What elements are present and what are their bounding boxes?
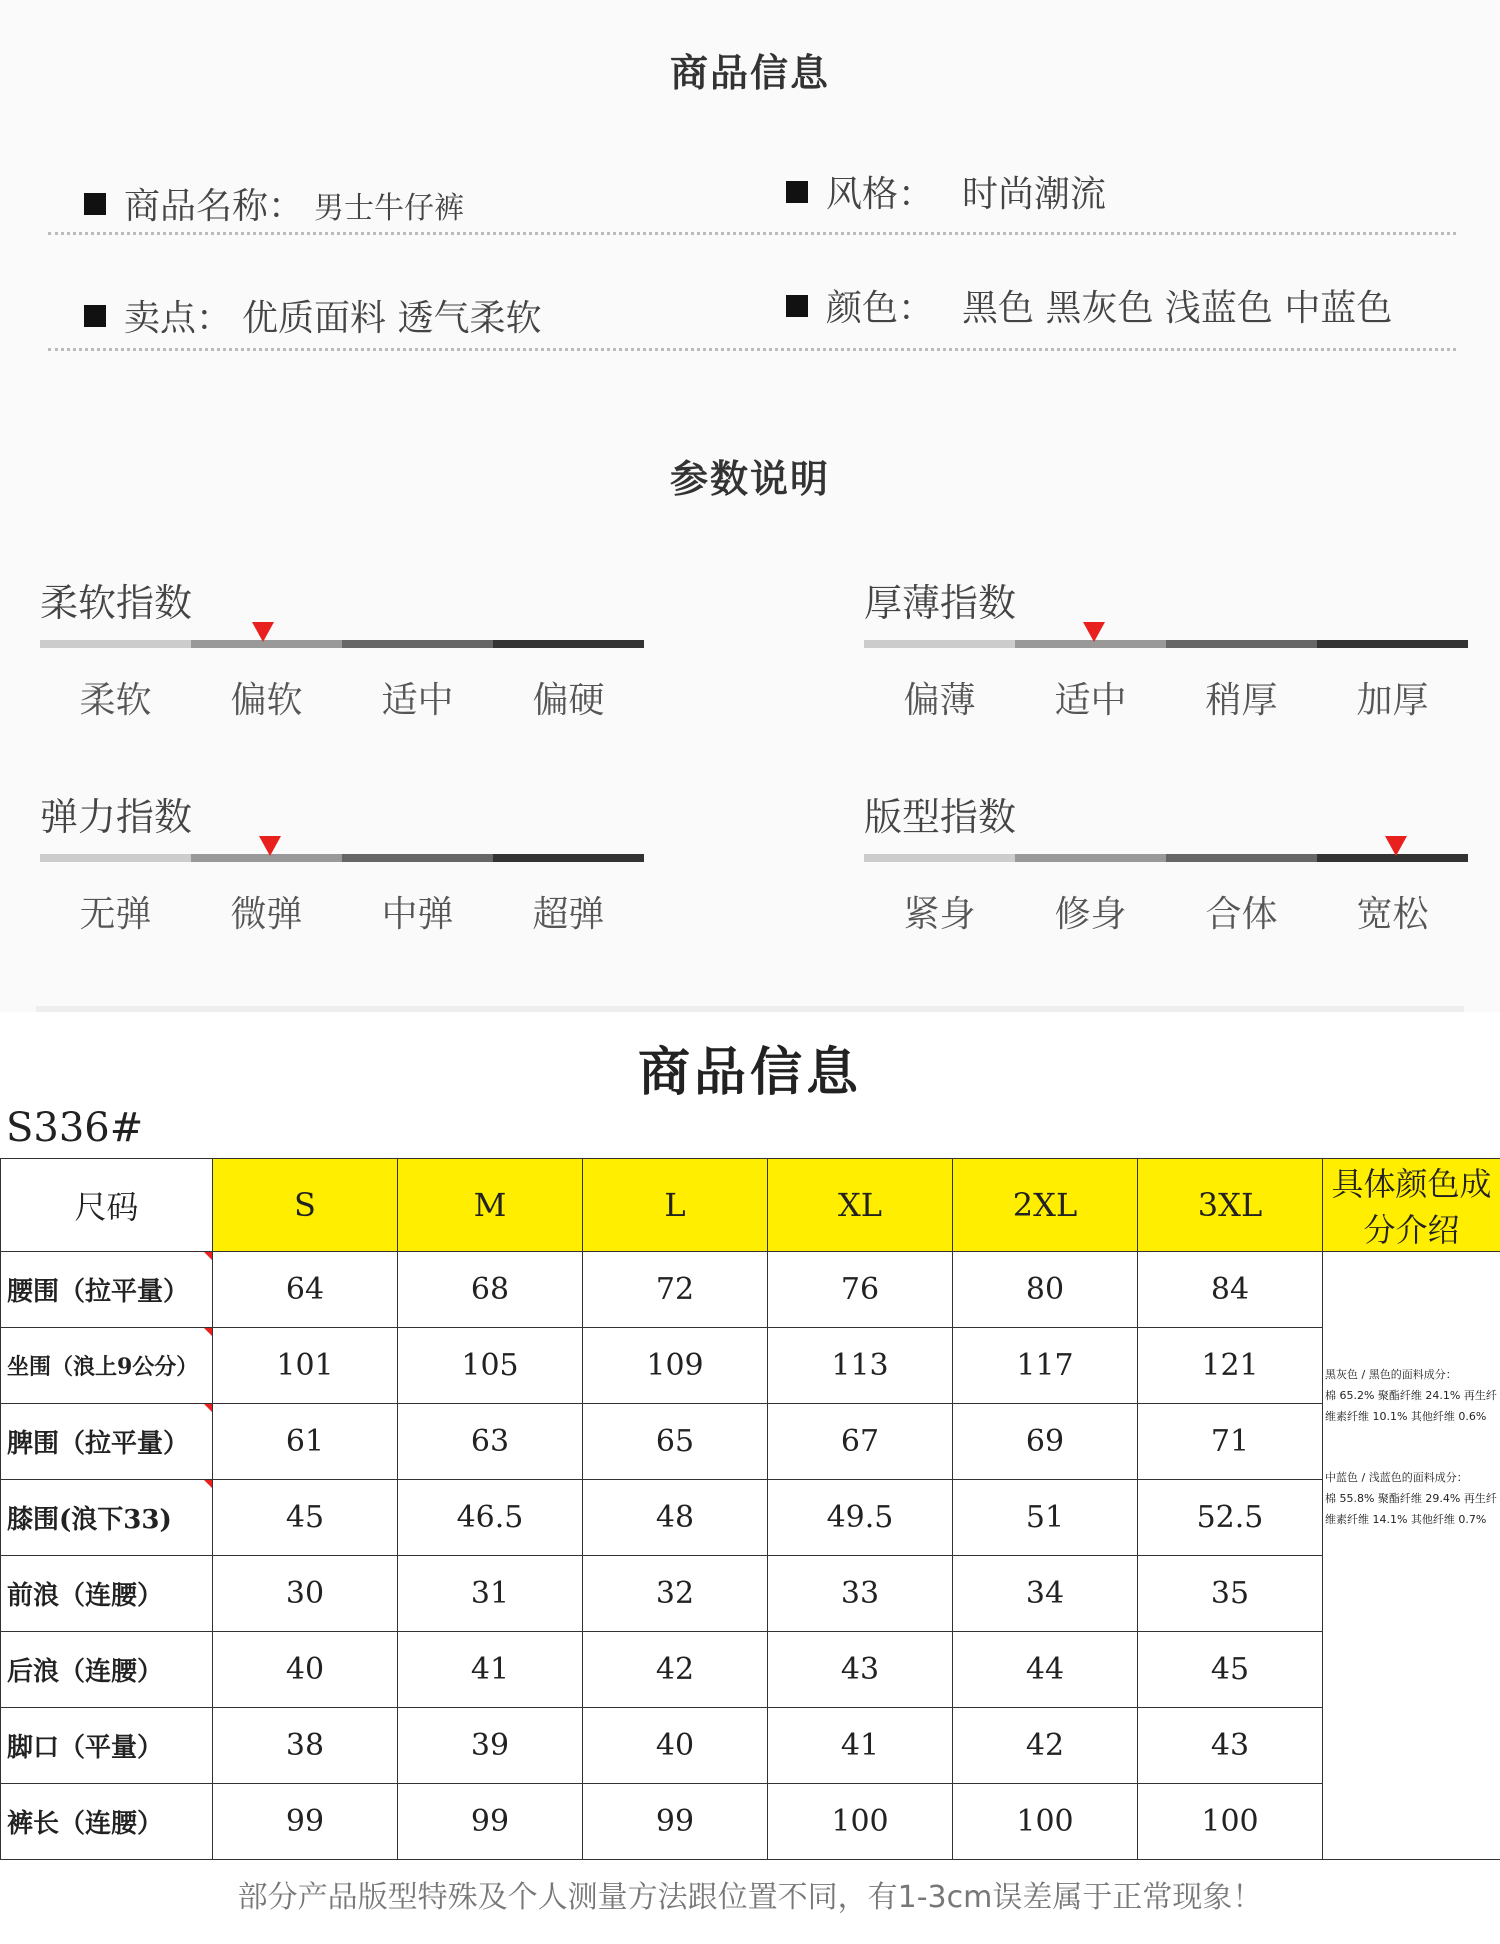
scale-title: 版型指数 xyxy=(864,795,1017,839)
scale-label: 合体 xyxy=(1205,894,1278,935)
scale-title: 厚薄指数 xyxy=(864,581,1017,625)
table-cell: 42 xyxy=(583,1632,768,1708)
color-row xyxy=(786,280,1392,331)
table-cell: 34 xyxy=(953,1556,1138,1632)
size-column-header: M xyxy=(398,1159,583,1252)
measurement-disclaimer: 部分产品版型特殊及个人测量方法跟位置不同，有1-3cm误差属于正常现象！ xyxy=(237,1880,1263,1915)
note-title: 黑灰色 / 黑色的面料成分： xyxy=(1325,1368,1457,1381)
table-cell: 48 xyxy=(583,1480,768,1556)
dotted-divider xyxy=(48,232,1456,235)
selling-point-value: 优质面料 透气柔软 xyxy=(242,298,542,339)
table-cell: 42 xyxy=(953,1708,1138,1784)
table-cell: 109 xyxy=(583,1328,768,1404)
size-column-header: S xyxy=(213,1159,398,1252)
size-chart-title: 商品信息 xyxy=(637,1042,862,1103)
color-label: 颜色： xyxy=(826,288,935,329)
bullet-square-icon xyxy=(786,181,808,203)
table-cell: 46.5 xyxy=(398,1480,583,1556)
table-cell: 33 xyxy=(768,1556,953,1632)
row-label: 坐围（浪上9公分） xyxy=(1,1328,213,1404)
table-cell: 76 xyxy=(768,1252,953,1328)
table-cell: 45 xyxy=(1138,1632,1323,1708)
note-title: 中蓝色 / 浅蓝色的面料成分： xyxy=(1325,1471,1468,1484)
style-value: 时尚潮流 xyxy=(962,174,1107,215)
scale-labels xyxy=(40,672,644,723)
color-info-header: 具体颜色成分介绍 xyxy=(1323,1159,1500,1252)
scale-label: 加厚 xyxy=(1356,680,1429,721)
table-cell: 84 xyxy=(1138,1252,1323,1328)
table-cell: 100 xyxy=(953,1784,1138,1860)
scale-marker-icon xyxy=(1083,622,1105,642)
table-cell: 45 xyxy=(213,1480,398,1556)
fabric-composition-notes xyxy=(1323,1252,1500,1860)
table-row xyxy=(1,1708,1500,1784)
product-name-value: 男士牛仔裤 xyxy=(314,191,465,226)
table-cell: 61 xyxy=(213,1404,398,1480)
scale-label: 微弹 xyxy=(230,894,303,935)
table-cell: 105 xyxy=(398,1328,583,1404)
scale-label: 适中 xyxy=(1054,680,1127,721)
size-column-header: 3XL xyxy=(1138,1159,1323,1252)
row-label: 脚口（平量） xyxy=(1,1708,213,1784)
product-name-label: 商品名称： xyxy=(124,186,305,227)
scale-label: 无弹 xyxy=(79,894,152,935)
bullet-square-icon xyxy=(786,295,808,317)
table-cell: 43 xyxy=(1138,1708,1323,1784)
scale-label: 紧身 xyxy=(903,894,976,935)
scale-marker-icon xyxy=(259,836,281,856)
scale-marker-icon xyxy=(1385,836,1407,856)
table-cell: 71 xyxy=(1138,1404,1323,1480)
table-cell: 52.5 xyxy=(1138,1480,1323,1556)
table-row xyxy=(1,1328,1500,1404)
selling-point-row xyxy=(84,290,541,341)
scale-title: 弹力指数 xyxy=(40,795,193,839)
table-row xyxy=(1,1784,1500,1860)
scale-labels xyxy=(864,886,1468,937)
table-cell: 41 xyxy=(398,1632,583,1708)
bullet-square-icon xyxy=(84,193,106,215)
size-table xyxy=(0,1158,1500,1860)
params-section-title: 参数说明 xyxy=(669,457,830,501)
scale-label: 中弹 xyxy=(381,894,454,935)
table-row xyxy=(1,1480,1500,1556)
table-header-row xyxy=(1,1159,1500,1252)
note-body: 棉 65.2% 聚酯纤维 24.1% 再生纤维素纤维 10.1% 其他纤维 0.6% xyxy=(1325,1389,1497,1423)
table-cell: 32 xyxy=(583,1556,768,1632)
note-body: 棉 55.8% 聚酯纤维 29.4% 再生纤维素纤维 14.1% 其他纤维 0.7% xyxy=(1325,1492,1497,1526)
table-cell: 101 xyxy=(213,1328,398,1404)
table-cell: 99 xyxy=(213,1784,398,1860)
table-cell: 121 xyxy=(1138,1328,1323,1404)
scale-labels xyxy=(864,672,1468,723)
table-cell: 43 xyxy=(768,1632,953,1708)
table-cell: 30 xyxy=(213,1556,398,1632)
table-row xyxy=(1,1404,1500,1480)
table-row xyxy=(1,1252,1500,1328)
product-name-row xyxy=(84,178,464,229)
table-cell: 35 xyxy=(1138,1556,1323,1632)
table-cell: 69 xyxy=(953,1404,1138,1480)
size-column-header: 2XL xyxy=(953,1159,1138,1252)
size-column-header: L xyxy=(583,1159,768,1252)
scale-bar xyxy=(864,854,1468,862)
table-cell: 49.5 xyxy=(768,1480,953,1556)
table-cell: 72 xyxy=(583,1252,768,1328)
selling-point-label: 卖点： xyxy=(124,298,233,339)
table-row xyxy=(1,1632,1500,1708)
row-label: 裤长（连腰） xyxy=(1,1784,213,1860)
table-cell: 64 xyxy=(213,1252,398,1328)
row-label: 膝围(浪下33) xyxy=(1,1480,213,1556)
row-label: 腰围（拉平量） xyxy=(1,1252,213,1328)
style-row xyxy=(786,166,1106,217)
style-label: 风格： xyxy=(826,174,935,215)
table-cell: 67 xyxy=(768,1404,953,1480)
table-cell: 40 xyxy=(213,1632,398,1708)
scale-label: 偏硬 xyxy=(532,680,605,721)
table-cell: 100 xyxy=(768,1784,953,1860)
scale-labels xyxy=(40,886,644,937)
scale-label: 宽松 xyxy=(1356,894,1429,935)
table-cell: 68 xyxy=(398,1252,583,1328)
section-divider xyxy=(36,1006,1464,1012)
scale-label: 偏薄 xyxy=(903,680,976,721)
table-cell: 113 xyxy=(768,1328,953,1404)
table-cell: 117 xyxy=(953,1328,1138,1404)
scale-bar xyxy=(864,640,1468,648)
table-cell: 44 xyxy=(953,1632,1138,1708)
table-cell: 51 xyxy=(953,1480,1138,1556)
size-column-header: XL xyxy=(768,1159,953,1252)
bullet-square-icon xyxy=(84,305,106,327)
scale-label: 超弹 xyxy=(532,894,605,935)
row-label: 脾围（拉平量） xyxy=(1,1404,213,1480)
scale-title: 柔软指数 xyxy=(40,581,193,625)
scale-bar xyxy=(40,640,644,648)
table-cell: 40 xyxy=(583,1708,768,1784)
size-header-cell: 尺码 xyxy=(1,1159,213,1252)
row-label: 后浪（连腰） xyxy=(1,1632,213,1708)
table-cell: 80 xyxy=(953,1252,1138,1328)
table-cell: 38 xyxy=(213,1708,398,1784)
scale-label: 适中 xyxy=(381,680,454,721)
row-label: 前浪（连腰） xyxy=(1,1556,213,1632)
scale-label: 偏软 xyxy=(230,680,303,721)
dotted-divider xyxy=(48,348,1456,351)
scale-bar xyxy=(40,854,644,862)
scale-marker-icon xyxy=(252,622,274,642)
table-cell: 31 xyxy=(398,1556,583,1632)
color-value: 黑色 黑灰色 浅蓝色 中蓝色 xyxy=(962,288,1393,329)
table-cell: 100 xyxy=(1138,1784,1323,1860)
table-cell: 39 xyxy=(398,1708,583,1784)
scale-label: 修身 xyxy=(1054,894,1127,935)
model-number: S336# xyxy=(6,1105,144,1151)
table-cell: 99 xyxy=(583,1784,768,1860)
scale-label: 稍厚 xyxy=(1205,680,1278,721)
table-cell: 41 xyxy=(768,1708,953,1784)
table-cell: 99 xyxy=(398,1784,583,1860)
scale-label: 柔软 xyxy=(79,680,152,721)
table-cell: 63 xyxy=(398,1404,583,1480)
table-row xyxy=(1,1556,1500,1632)
info-section-title: 商品信息 xyxy=(669,51,830,95)
table-cell: 65 xyxy=(583,1404,768,1480)
